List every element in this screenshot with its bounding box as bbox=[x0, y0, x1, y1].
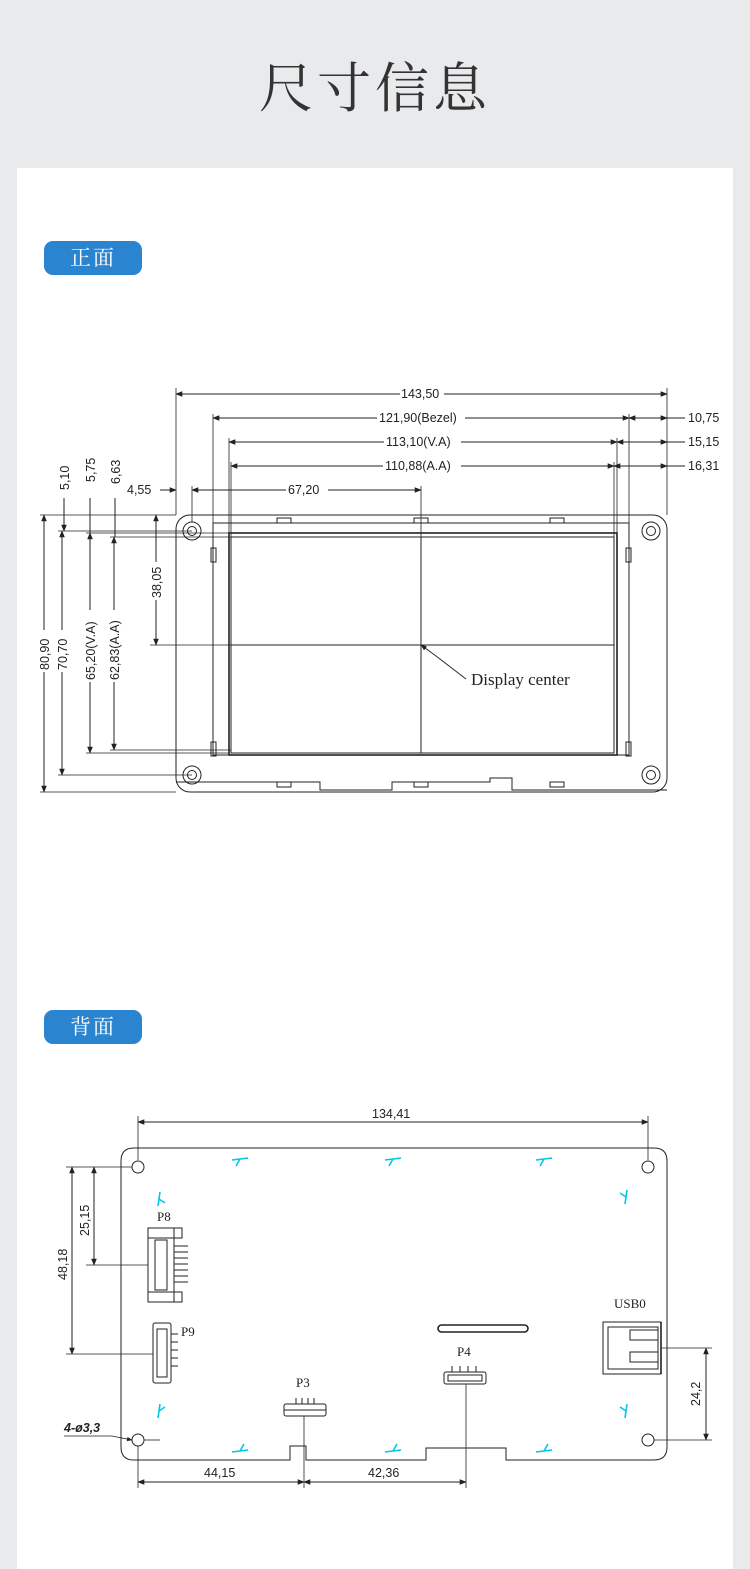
dim-p8-y: 25,15 bbox=[78, 1204, 92, 1236]
p8-connector bbox=[148, 1228, 188, 1302]
dim-total-height: 80,90 bbox=[38, 638, 52, 670]
back-hole-tr bbox=[642, 1161, 654, 1173]
dim-usb-y: 24,2 bbox=[689, 1381, 703, 1406]
dim-aa-height: 62,83(A.A) bbox=[108, 620, 122, 680]
dim-right-bezel: 10,75 bbox=[688, 411, 720, 425]
p4-connector bbox=[444, 1366, 486, 1384]
back-board-outline bbox=[121, 1148, 667, 1460]
back-hole-tl bbox=[132, 1161, 144, 1173]
dim-back-width: 134,41 bbox=[372, 1107, 411, 1121]
front-section-label: 正面 bbox=[44, 241, 142, 275]
dim-top-3: 6,63 bbox=[109, 459, 123, 484]
back-hole-bl bbox=[132, 1434, 144, 1446]
dim-top-2: 5,75 bbox=[84, 457, 98, 482]
p8-label: P8 bbox=[157, 1209, 171, 1224]
usb-label: USB0 bbox=[614, 1296, 646, 1311]
p3-connector bbox=[284, 1398, 326, 1416]
dim-holes-height: 70,70 bbox=[56, 638, 70, 670]
dim-center-x: 67,20 bbox=[288, 483, 320, 497]
page-title: 尺寸信息 bbox=[259, 57, 491, 120]
dim-va-height: 65,20(V.A) bbox=[84, 621, 98, 680]
dim-total-width: 143,50 bbox=[401, 387, 440, 401]
dim-va-width: 113,10(V.A) bbox=[386, 435, 451, 449]
dim-aa-width: 110,88(A.A) bbox=[385, 459, 451, 473]
p3-label: P3 bbox=[296, 1375, 310, 1390]
dim-p9-y: 48,18 bbox=[56, 1248, 70, 1280]
p4-label: P4 bbox=[457, 1344, 471, 1359]
cyan-marks bbox=[158, 1158, 627, 1452]
usb-port bbox=[603, 1322, 661, 1374]
dim-right-aa: 16,31 bbox=[688, 459, 720, 473]
back-hole-br bbox=[642, 1434, 654, 1446]
display-center-label: Display center bbox=[471, 670, 570, 689]
back-section-label: 背面 bbox=[44, 1010, 142, 1044]
dim-right-va: 15,15 bbox=[688, 435, 720, 449]
p9-label: P9 bbox=[181, 1324, 195, 1339]
dim-top-1: 5,10 bbox=[58, 465, 72, 490]
dim-center-y: 38,05 bbox=[150, 566, 164, 598]
p9-connector bbox=[153, 1323, 178, 1383]
dim-bezel-width: 121,90(Bezel) bbox=[379, 411, 457, 425]
dim-p4-x: 42,36 bbox=[368, 1466, 400, 1480]
dim-left-offset: 4,55 bbox=[127, 483, 152, 497]
back-slot bbox=[438, 1325, 528, 1332]
dim-p3-x: 44,15 bbox=[204, 1466, 236, 1480]
dim-holes-callout: 4-ø3,3 bbox=[64, 1421, 101, 1435]
